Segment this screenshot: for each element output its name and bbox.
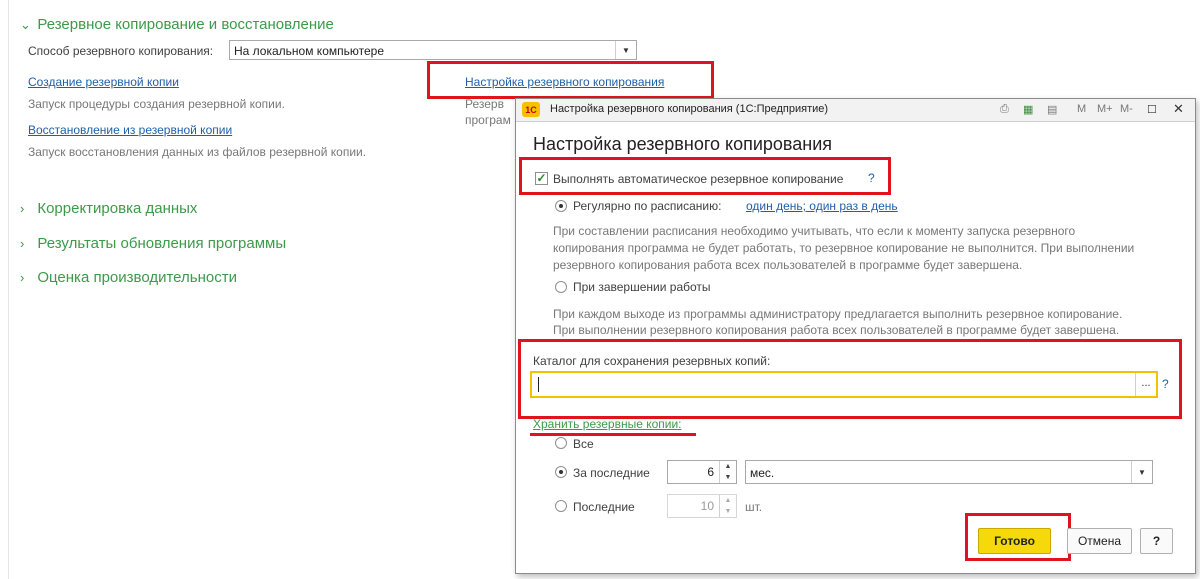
chevron-right-icon: › [20,270,25,285]
close-icon[interactable]: ✕ [1173,101,1184,116]
directory-help[interactable]: ? [1162,377,1169,391]
section-performance[interactable] [20,269,237,286]
maximize-icon[interactable]: ☐ [1147,104,1157,116]
calendar-icon[interactable]: ▤ [1047,104,1058,116]
create-backup-hint: Запуск процедуры создания резервной копии. [28,97,285,111]
count-unit: шт. [745,500,763,514]
section-data-correction[interactable] [20,200,197,217]
chevron-right-icon: › [20,201,25,216]
highlight-keep-underline [530,433,696,436]
on-exit-radio[interactable] [555,281,567,293]
backup-method-select[interactable] [229,40,637,60]
schedule-radio[interactable] [555,200,567,212]
period-value: 6 [707,465,714,479]
schedule-hint-3: резервного копирования работа всех пользователей в программе будет завершена. [553,258,1023,272]
chevron-down-icon: ⌄ [20,17,31,32]
keep-all-radio[interactable] [555,437,567,449]
directory-label: Каталог для сохранения резервных копий: [533,354,771,368]
dialog-titlebar[interactable] [516,99,1195,122]
period-unit-value: мес. [750,466,775,480]
backup-method-value: На локальном компьютере [234,44,384,58]
dropdown-arrow-icon[interactable]: ▼ [1131,461,1152,483]
count-stepper[interactable] [667,494,737,518]
1c-logo-icon: 1С [522,102,540,117]
backup-settings-dialog [515,98,1196,574]
dropdown-arrow-icon[interactable]: ▼ [615,41,636,59]
count-value: 10 [700,499,714,513]
stepper-arrows-icon[interactable]: ▲ ▼ [719,495,736,517]
text-cursor [538,377,539,392]
restore-link[interactable]: Восстановление из резервной копии [28,123,233,137]
ok-button[interactable]: Готово [978,528,1051,554]
keep-count-label: Последние [573,500,635,514]
keep-backups-label: Хранить резервные копии: [533,417,682,431]
schedule-label: Регулярно по расписанию: [573,199,722,213]
create-backup-link[interactable]: Создание резервной копии [28,75,179,89]
keep-count-radio[interactable] [555,500,567,512]
section-backup-title: Резервное копирование и восстановление [37,16,334,33]
keep-period-radio[interactable] [555,466,567,478]
schedule-hint-1: При составлении расписания необходимо учитывать, что если к моменту запуска резервного [553,224,1076,238]
calculator-icon[interactable]: ▦ [1023,104,1034,116]
settings-hint-2: програм [465,113,511,127]
section-title: Результаты обновления программы [37,235,287,252]
left-border [8,0,9,579]
memory-minus-button[interactable]: M- [1120,103,1133,115]
browse-button[interactable]: ... [1135,373,1156,396]
period-stepper[interactable] [667,460,737,484]
cancel-button[interactable]: Отмена [1067,528,1132,554]
on-exit-hint-1: При каждом выходе из программы администратору предлагается выполнить резервное копирование. [553,307,1123,321]
print-icon[interactable]: ⎙ [1000,103,1009,115]
stepper-arrows-icon[interactable]: ▲ ▼ [719,461,736,483]
directory-input[interactable] [530,371,1158,398]
on-exit-label: При завершении работы [573,280,711,294]
section-title: Оценка производительности [37,269,237,286]
auto-backup-label: Выполнять автоматическое резервное копирование [553,172,844,186]
section-update-results[interactable] [20,235,286,252]
keep-period-label: За последние [573,466,650,480]
dialog-window-title: Настройка резервного копирования (1С:Предприятие) [550,103,829,115]
auto-backup-checkbox[interactable]: ✓ [536,171,547,185]
auto-backup-help[interactable]: ? [868,171,875,185]
help-button[interactable]: ? [1140,528,1173,554]
schedule-hint-2: копирования программа не будет работать, то резервное копирование не выполнится. При выполнении [553,241,1135,255]
memory-m-button[interactable]: M [1077,103,1087,115]
chevron-right-icon: › [20,236,25,251]
section-title: Корректировка данных [37,200,198,217]
dialog-heading: Настройка резервного копирования [533,134,833,154]
memory-plus-button[interactable]: M+ [1097,103,1113,115]
restore-hint: Запуск восстановления данных из файлов резервной копии. [28,145,367,159]
settings-link[interactable]: Настройка резервного копирования [465,75,665,89]
schedule-link[interactable]: один день; один раз в день [746,199,898,213]
on-exit-hint-2: При выполнении резервного копирования работа всех пользователей в программе будет завершена. [553,323,1120,337]
section-backup-header[interactable] [20,16,334,33]
backup-method-label: Способ резервного копирования: [28,44,214,58]
highlight-settings-link [427,61,714,99]
keep-all-label: Все [573,437,594,451]
settings-hint-1: Резерв [465,97,504,111]
period-unit-select[interactable] [745,460,1153,484]
